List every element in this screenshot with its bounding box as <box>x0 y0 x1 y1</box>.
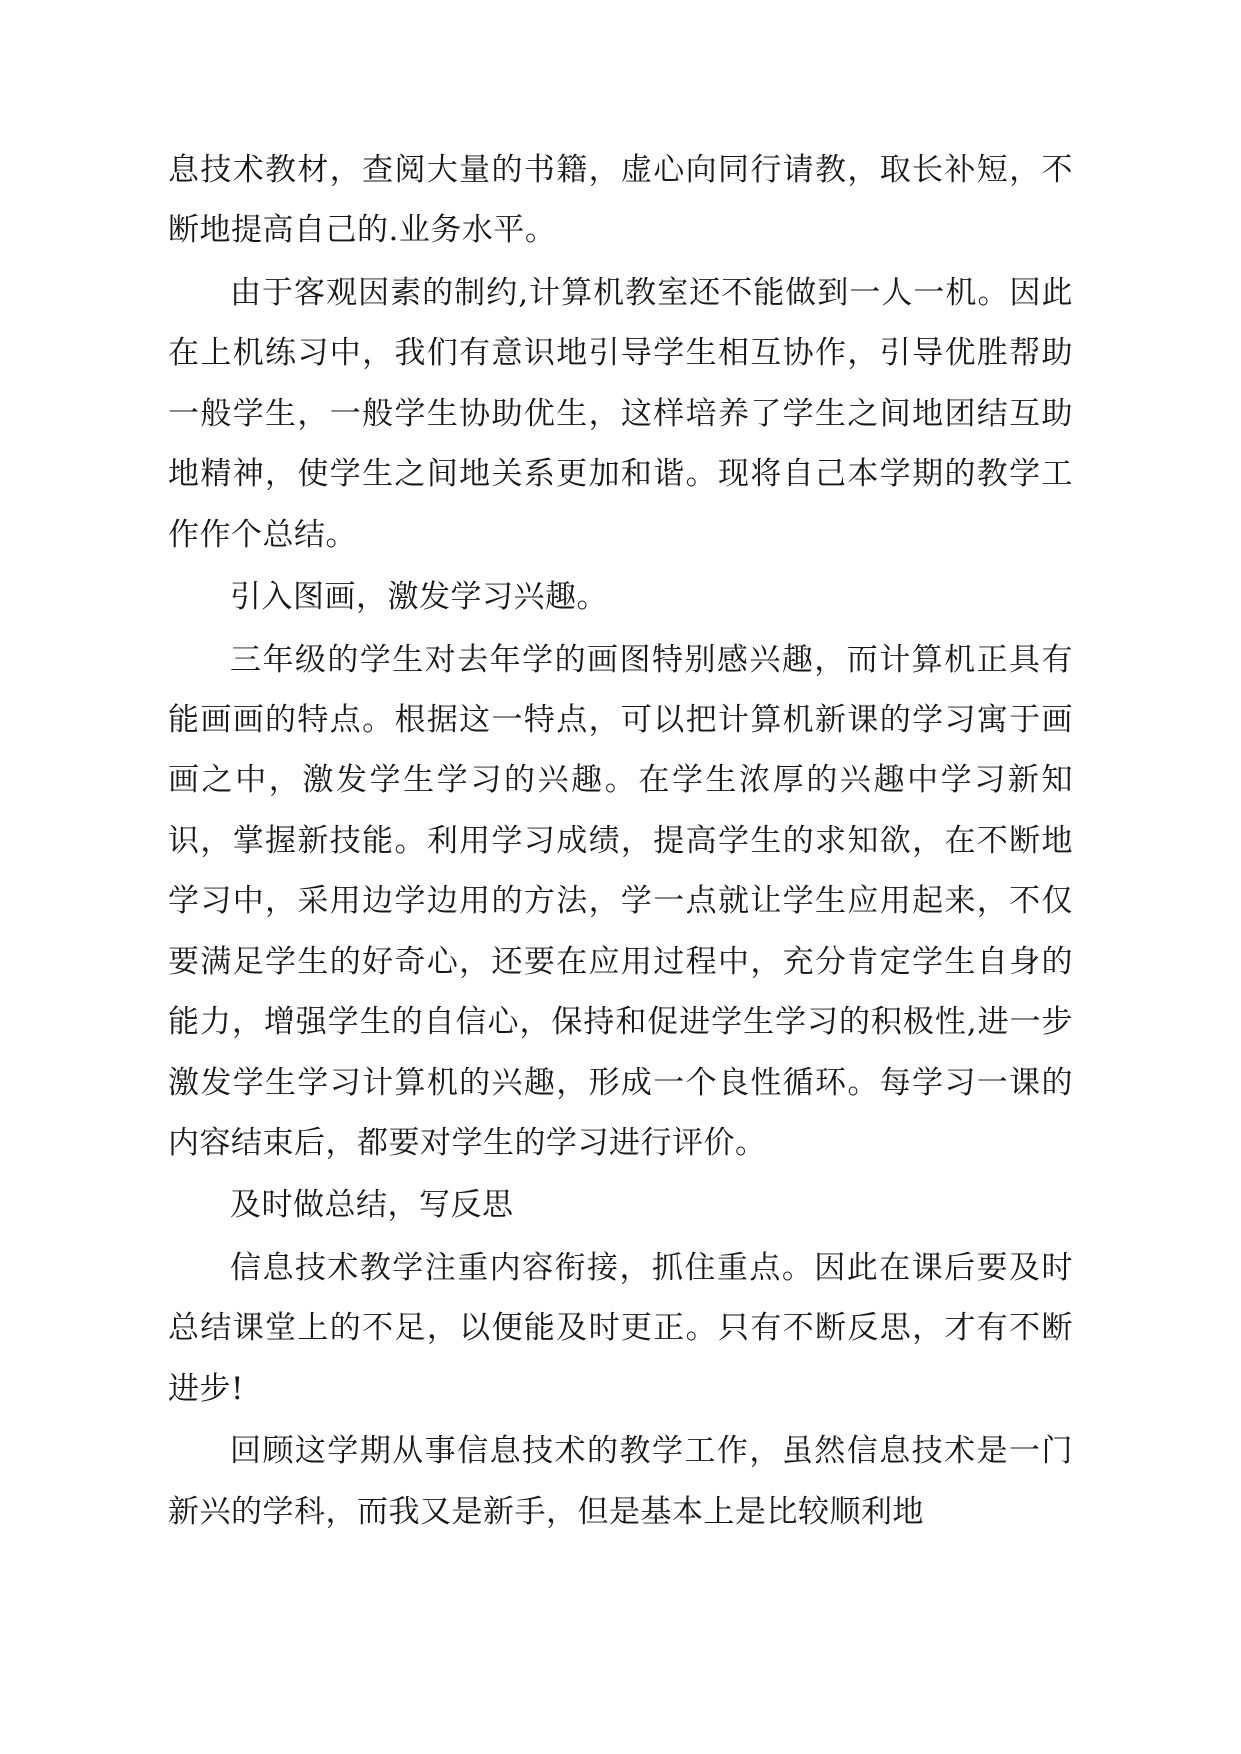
document-body <box>168 140 1073 1542</box>
paragraph: 由于客观因素的制约,计算机教室还不能做到一人一机。因此在上机练习中，我们有意识地引导学生相互协作，引导优胜帮助一般学生，一般学生协助优生，这样培养了学生之间地团结互助地精神，使学生之间地关系更加和谐。现将自己本学期的教学工作作个总结。 <box>168 274 1073 553</box>
paragraph: 三年级的学生对去年学的画图特别感兴趣，而计算机正具有能画画的特点。根据这一特点，可以把计算机新课的学习寓于画画之中，激发学生学习的兴趣。在学生浓厚的兴趣中学习新知识，掌握新技能。利用学习成绩，提高学生的求知欲，在不断地学习中，采用边学边用的方法，学一点就让学生应用起来，不仅要满足学生的好奇心，还要在应用过程中，充分肯定学生自身的能力，增强学生的自信心，保持和促进学生学习的积极性,进一步激发学生学习计算机的兴趣，形成一个良性循环。每学习一课的内容结束后，都要对学生的学习进行评价。 <box>168 641 1073 1161</box>
paragraph: 及时做总结，写反思 <box>230 1187 514 1224</box>
paragraph: 回顾这学期从事信息技术的教学工作，虽然信息技术是一门新兴的学科，而我又是新手，但是基本上是比较顺利地 <box>168 1433 1073 1530</box>
paragraph: 引入图画，激发学习兴趣。 <box>230 579 608 616</box>
paragraph: 息技术教材，查阅大量的书籍，虚心向同行请教，取长补短，不断地提高自己的.业务水平。 <box>168 152 1073 249</box>
paragraph: 信息技术教学注重内容衔接，抓住重点。因此在课后要及时总结课堂上的不足，以便能及时更正。只有不断反思，才有不断进步! <box>168 1249 1073 1407</box>
